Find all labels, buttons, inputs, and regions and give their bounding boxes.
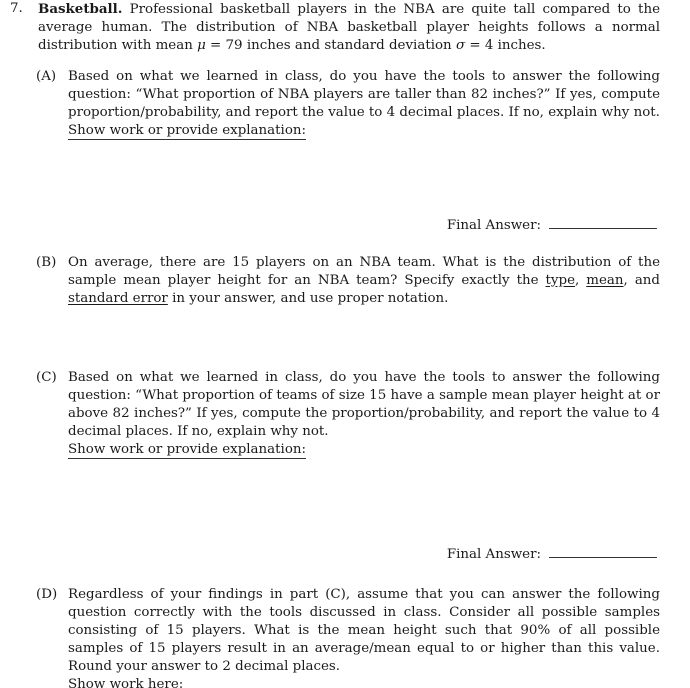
part-c-label: (C) xyxy=(36,370,57,385)
term-type: type xyxy=(545,273,575,288)
part-a-label: (A) xyxy=(36,69,57,84)
part-d-label: (D) xyxy=(36,587,58,602)
part-b-sep-2: , and xyxy=(623,273,660,288)
intro-text-2: = 79 inches and standard deviation xyxy=(205,38,456,53)
part-b-sep-1: , xyxy=(575,273,587,288)
part-a-final-answer xyxy=(447,216,657,235)
part-b-question xyxy=(68,254,660,308)
part-c xyxy=(36,369,660,459)
part-a-question: Based on what we learned in class, do you have the tools to answer the following question: “What proportion of NBA players are taller than 82 inches?” If yes, compute proportion/probability, and report the value to 4 decimal places. If no, explain why not. xyxy=(68,69,660,120)
part-b-text-1: On average, there are 15 players on an NBA team. What is the distribution of the sample mean player height for an NBA team? Specify exactly the xyxy=(68,255,660,288)
part-a-answer-blank[interactable] xyxy=(549,216,657,229)
mu-symbol: μ xyxy=(197,38,206,53)
problem-intro xyxy=(38,0,660,55)
sigma-symbol: σ xyxy=(455,38,466,53)
part-c-instruction: Show work or provide explanation: xyxy=(68,442,307,457)
part-c-question: Based on what we learned in class, do you have the tools to answer the following question: “What proportion of teams of size 15 have a sample mean player height at or above 82 inches?” If yes, compute the proportion/probability, and report the value to 4 decimal places. If no, explain why not. xyxy=(68,370,660,439)
problem-7 xyxy=(10,0,660,55)
part-b xyxy=(36,254,660,308)
part-c-answer-blank[interactable] xyxy=(549,545,657,558)
part-d-question: Regardless of your findings in part (C), assume that you can answer the following question correctly with the tools discussed in class. Consider all possible samples consisting of 15 players. What is the mean height such that 90% of all possible samples of 15 players result in an average/mean equal to or higher than this value. Round your answer to 2 decimal places. xyxy=(68,587,660,674)
intro-text-3: = 4 inches. xyxy=(465,38,546,53)
part-a-final-label: Final Answer: xyxy=(446,218,541,233)
part-a-instruction: Show work or provide explanation: xyxy=(68,123,307,138)
part-b-text-2: in your answer, and use proper notation. xyxy=(167,291,449,306)
part-a xyxy=(36,68,660,140)
part-c-final-answer xyxy=(447,545,657,564)
intro-text-1: Professional basketball players in the NBA are quite tall compared to the average human. The distribution of NBA basketball player heights follows a normal distribution with mean xyxy=(38,2,660,53)
part-d-instruction: Show work here: xyxy=(68,677,183,688)
part-b-label: (B) xyxy=(36,255,57,270)
term-mean: mean xyxy=(586,273,624,288)
problem-title: Basketball. xyxy=(38,1,123,17)
part-c-final-label: Final Answer: xyxy=(446,547,541,562)
term-standard-error: standard error xyxy=(68,291,168,306)
part-d xyxy=(36,586,660,688)
problem-number: 7. xyxy=(10,1,23,16)
